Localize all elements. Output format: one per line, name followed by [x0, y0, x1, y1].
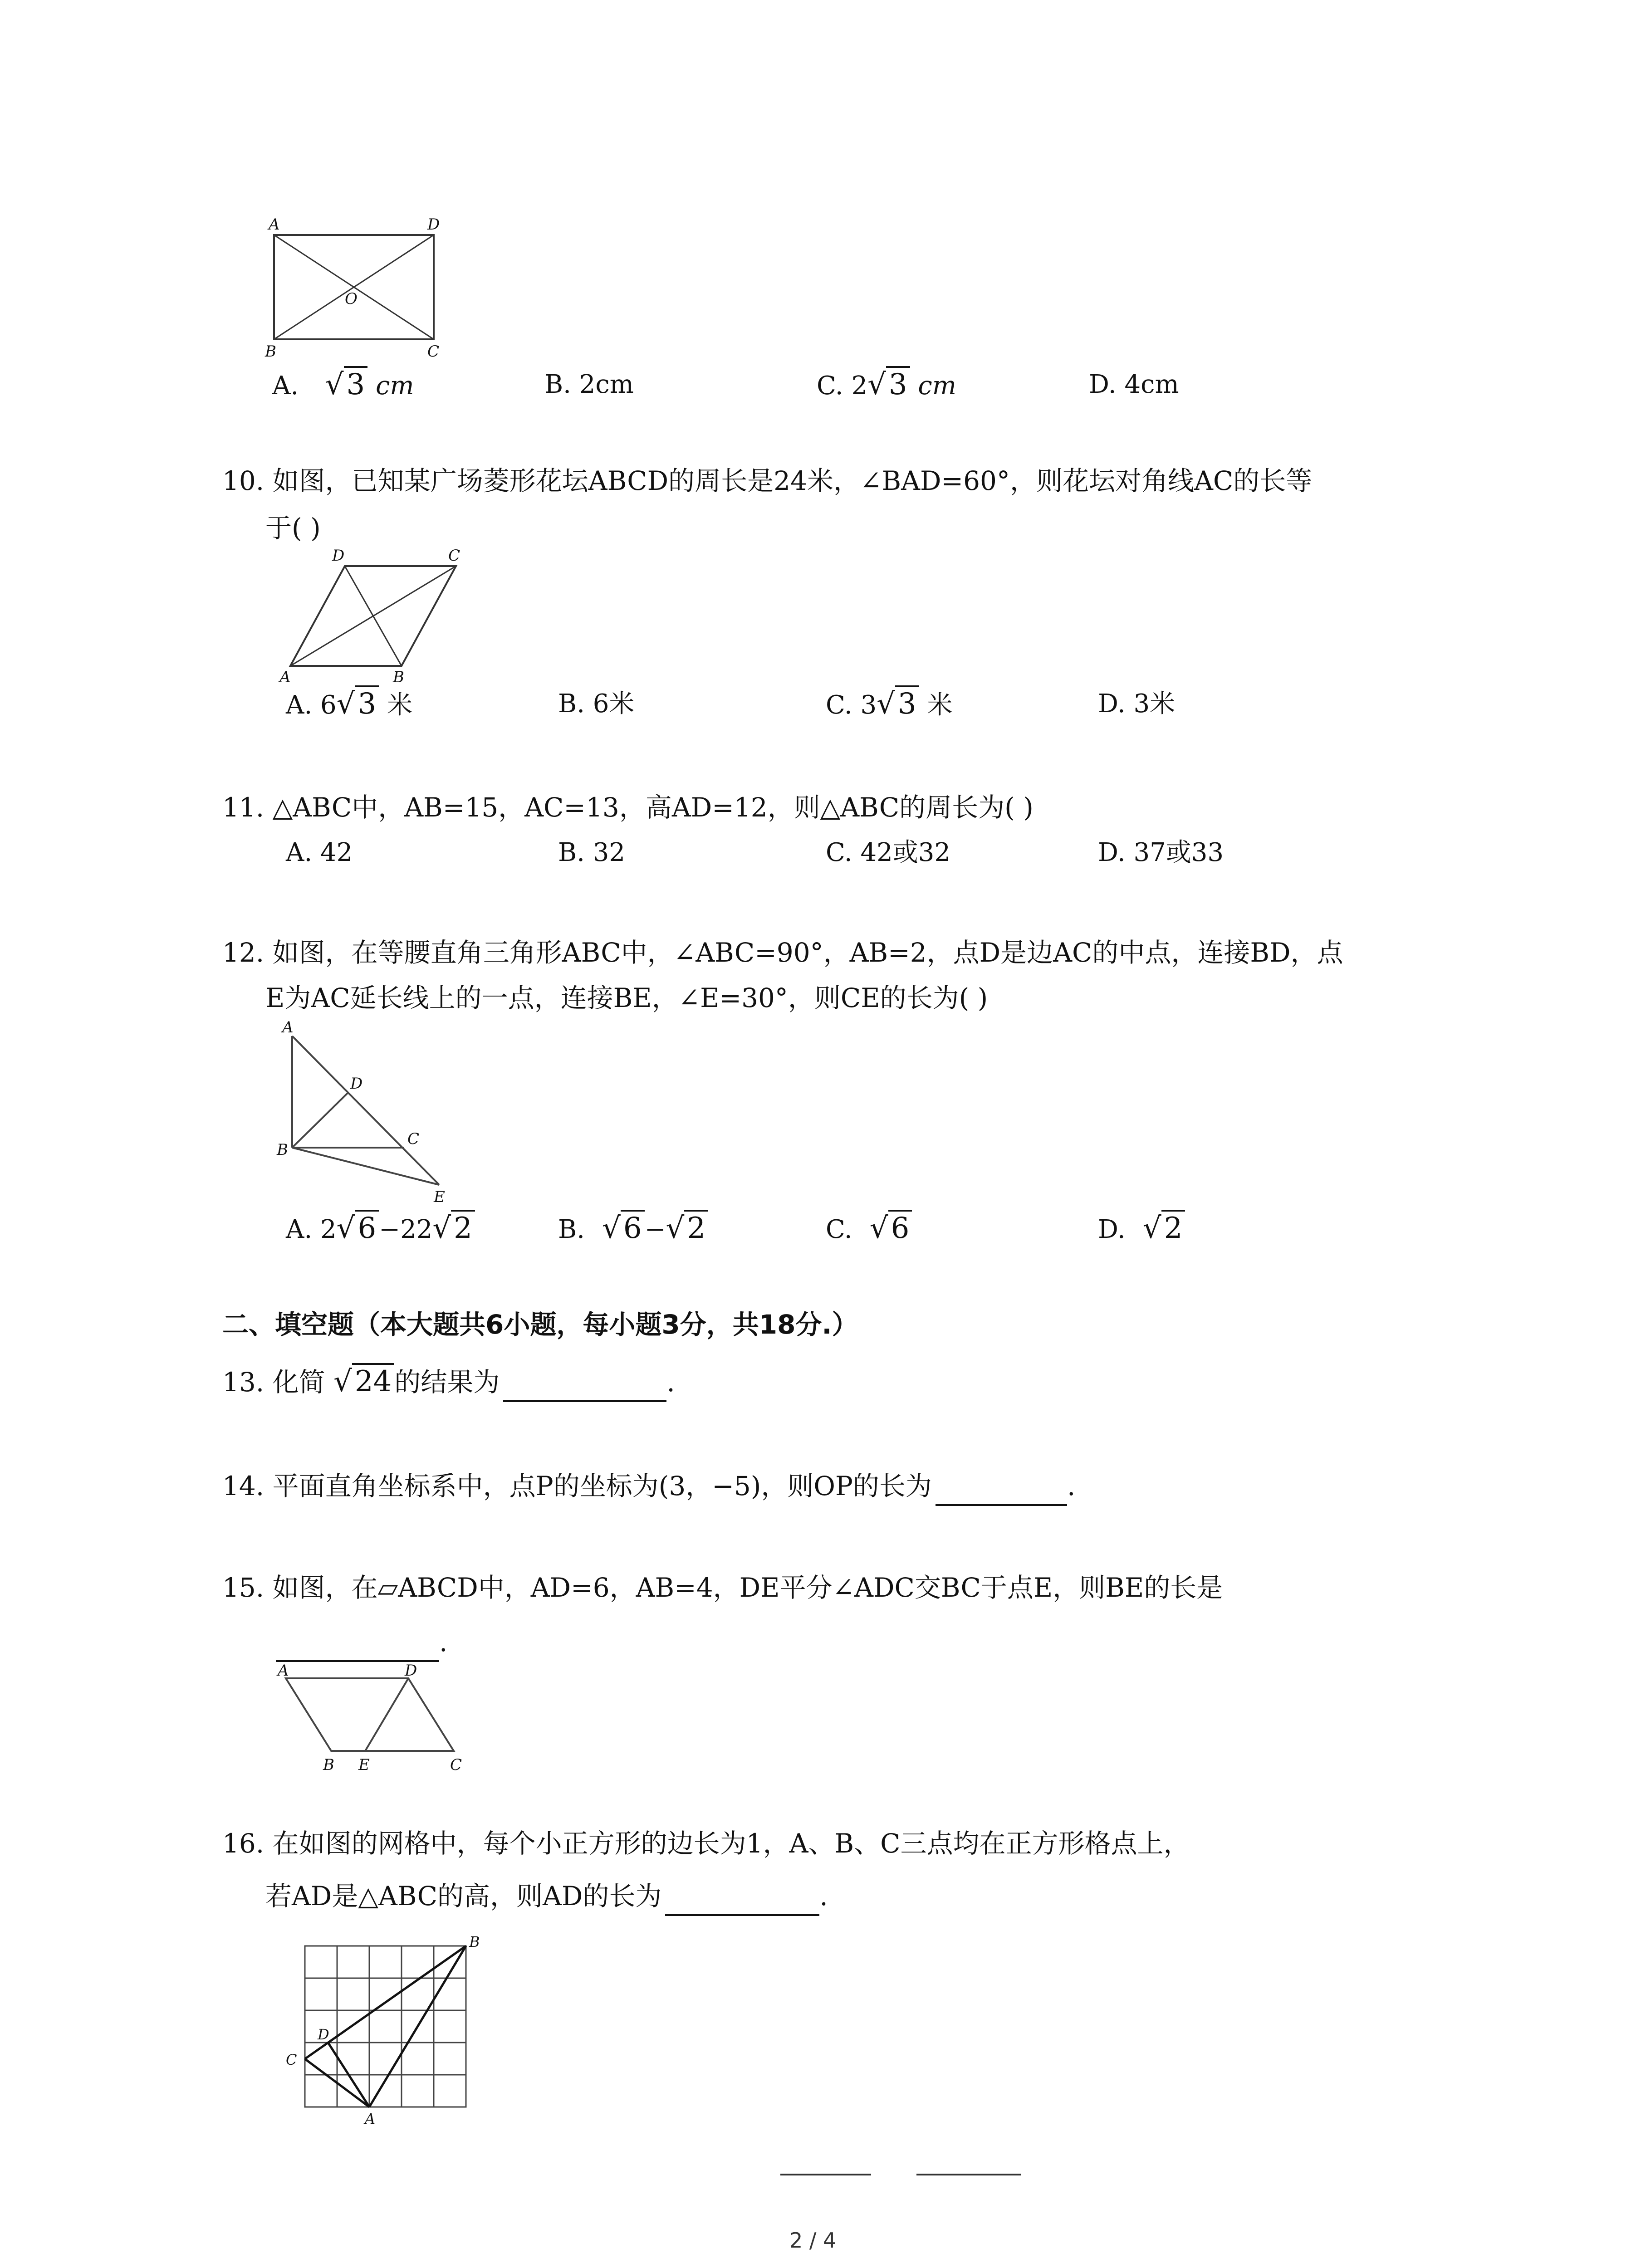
q9-label-a: A — [269, 215, 280, 234]
q14-answer-blank[interactable] — [936, 1468, 1067, 1506]
q12-option-d[interactable] — [1098, 1210, 1185, 1248]
q9-label-b: B — [265, 342, 276, 361]
q16-grid-figure — [281, 1928, 499, 2127]
q12-label-d: D — [350, 1075, 363, 1093]
q10-option-b[interactable]: B. 6米 — [558, 689, 635, 719]
q11-option-b[interactable]: B. 32 — [558, 838, 626, 867]
q11-stem-line1: 11. △ABC中，AB=15，AC=13，高AD=12，则△ABC的周长为( ) — [222, 792, 1034, 823]
q9-option-c-unit: cm — [918, 371, 956, 401]
q11-option-d[interactable]: D. 37或33 — [1098, 838, 1224, 867]
q16-label-b: B — [469, 1933, 480, 1950]
q10-rhombus-figure — [272, 544, 481, 689]
q10-option-a-radicand: 3 — [355, 685, 379, 721]
q12-option-c-radicand: 6 — [888, 1210, 912, 1245]
q15-period: . — [439, 1627, 448, 1657]
q13-radical: √24 — [333, 1364, 394, 1400]
footer-rule-left — [780, 2174, 871, 2175]
q12-triangle-figure — [272, 1016, 463, 1207]
q9-option-c-label: C. 2 — [817, 371, 868, 401]
q14-period: . — [1067, 1471, 1076, 1501]
q16-period: . — [819, 1881, 828, 1911]
section-2-title: 二、填空题（本大题共6小题，每小题3分，共18分.） — [222, 1309, 858, 1340]
q12-option-a-radicand-1: 6 — [355, 1210, 379, 1245]
q9-option-a-radical: √3 — [307, 367, 367, 403]
q13-stem — [222, 1364, 675, 1402]
q10-option-c-label: C. 3 — [826, 690, 877, 720]
q12-option-c[interactable] — [826, 1210, 912, 1248]
q9-label-o: O — [345, 290, 358, 308]
q14-stem — [222, 1468, 1075, 1506]
q12-label-b: B — [277, 1141, 288, 1159]
q9-label-c: C — [427, 342, 440, 361]
q12-option-a-radical-1: √6 — [337, 1210, 379, 1246]
q9-option-a-unit: cm — [376, 371, 414, 401]
q9-label-d: D — [427, 215, 440, 234]
q16-stem-line1: 16. 在如图的网格中，每个小正方形的边长为1，A、B、C三点均在正方形格点上， — [222, 1828, 1190, 1859]
q15-label-b: B — [323, 1756, 334, 1774]
q9-option-a-radicand: 3 — [344, 366, 368, 401]
q13-period: . — [666, 1367, 675, 1398]
q12-option-d-radicand: 2 — [1161, 1210, 1185, 1245]
q10-option-c[interactable] — [826, 686, 952, 723]
q9-option-d[interactable]: D. 4cm — [1089, 370, 1179, 399]
q12-option-a-radicand-2: 2 — [451, 1210, 475, 1245]
q9-rectangle-figure — [259, 213, 476, 367]
q12-option-a-minus: −2 — [379, 1215, 416, 1244]
q13-suffix: 的结果为 — [394, 1367, 500, 1398]
q9-option-b[interactable]: B. 2cm — [544, 370, 634, 399]
q9-option-c[interactable] — [817, 367, 956, 404]
q10-option-a-radical: √3 — [337, 686, 379, 722]
q12-label-c: C — [407, 1130, 420, 1148]
q12-option-b-radical-1: √6 — [593, 1210, 645, 1246]
q10-stem-line1: 10. 如图，已知某广场菱形花坛ABCD的周长是24米，∠BAD=60°，则花坛对角线AC的长等 — [222, 465, 1313, 496]
q10-label-b: B — [393, 668, 404, 686]
q11-option-a[interactable]: A. 42 — [286, 838, 353, 867]
q9-option-c-radical: √3 — [867, 367, 910, 403]
q10-label-c: C — [448, 547, 460, 565]
q16-label-a: A — [365, 2110, 376, 2127]
q10-option-a-label: A. 6 — [286, 690, 337, 720]
q10-label-a: A — [279, 668, 291, 686]
q11-option-c[interactable]: C. 42或32 — [826, 838, 950, 867]
q9-option-a[interactable] — [272, 367, 414, 404]
q10-option-c-unit: 米 — [927, 690, 953, 720]
q12-option-b-radicand-2: 2 — [684, 1210, 708, 1245]
q12-option-b-minus: − — [644, 1215, 666, 1244]
q9-option-c-radicand: 3 — [886, 366, 910, 401]
footer-rule-right — [916, 2174, 1021, 2175]
q15-label-d: D — [405, 1662, 417, 1680]
q12-option-d-label: D. — [1098, 1215, 1126, 1244]
q13-answer-blank[interactable] — [503, 1364, 666, 1402]
q12-option-b-radicand-1: 6 — [621, 1210, 645, 1245]
q12-stem-line2: E为AC延长线上的一点，连接BE，∠E=30°，则CE的长为( ) — [265, 982, 988, 1013]
q15-label-a: A — [278, 1662, 289, 1680]
q12-option-a[interactable] — [286, 1210, 475, 1248]
q10-option-a-unit: 米 — [387, 690, 412, 720]
q16-answer-blank[interactable] — [665, 1878, 819, 1916]
q12-label-a: A — [282, 1018, 294, 1036]
q15-parallelogram-figure — [272, 1651, 481, 1783]
q12-option-b-radical-2: √2 — [666, 1210, 709, 1246]
q14-text: 14. 平面直角坐标系中，点P的坐标为(3，−5)，则OP的长为 — [222, 1471, 932, 1501]
q15-stem-line1: 15. 如图，在▱ABCD中，AD=6，AB=4，DE平分∠ADC交BC于点E，则BE的长是 — [222, 1572, 1223, 1603]
q10-option-d[interactable]: D. 3米 — [1098, 689, 1176, 719]
q12-option-c-label: C. — [826, 1215, 852, 1244]
q12-option-a-label: A. 2 — [286, 1215, 337, 1244]
q12-option-d-radical: √2 — [1134, 1210, 1185, 1246]
q10-option-c-radicand: 3 — [895, 685, 919, 721]
q12-option-b[interactable] — [558, 1210, 708, 1248]
q16-label-c: C — [286, 2051, 297, 2068]
q16-stem-line2 — [265, 1878, 828, 1916]
q16-label-d: D — [318, 2026, 329, 2043]
q15-label-e: E — [358, 1756, 370, 1774]
q16-line2-text: 若AD是△ABC的高，则AD的长为 — [265, 1881, 662, 1911]
q9-option-a-label: A. — [272, 371, 299, 401]
q12-option-a-radical-2: √2 — [432, 1210, 475, 1246]
q10-stem-line2: 于( ) — [265, 513, 321, 543]
q15-label-c: C — [450, 1756, 462, 1774]
q10-label-d: D — [332, 547, 345, 565]
q12-option-a-coef: 2 — [416, 1215, 433, 1244]
page-number: 2 / 4 — [789, 2228, 837, 2253]
q13-prefix: 13. 化简 — [222, 1367, 325, 1398]
q10-option-a[interactable] — [286, 686, 412, 723]
q12-option-b-label: B. — [558, 1215, 585, 1244]
q12-label-e: E — [434, 1188, 445, 1206]
q13-radicand: 24 — [352, 1363, 394, 1398]
q10-option-c-radical: √3 — [877, 686, 919, 722]
q12-option-c-radical: √6 — [860, 1210, 912, 1246]
q12-stem-line1: 12. 如图，在等腰直角三角形ABC中，∠ABC=90°，AB=2，点D是边AC的中点，连接BD，点 — [222, 937, 1343, 968]
